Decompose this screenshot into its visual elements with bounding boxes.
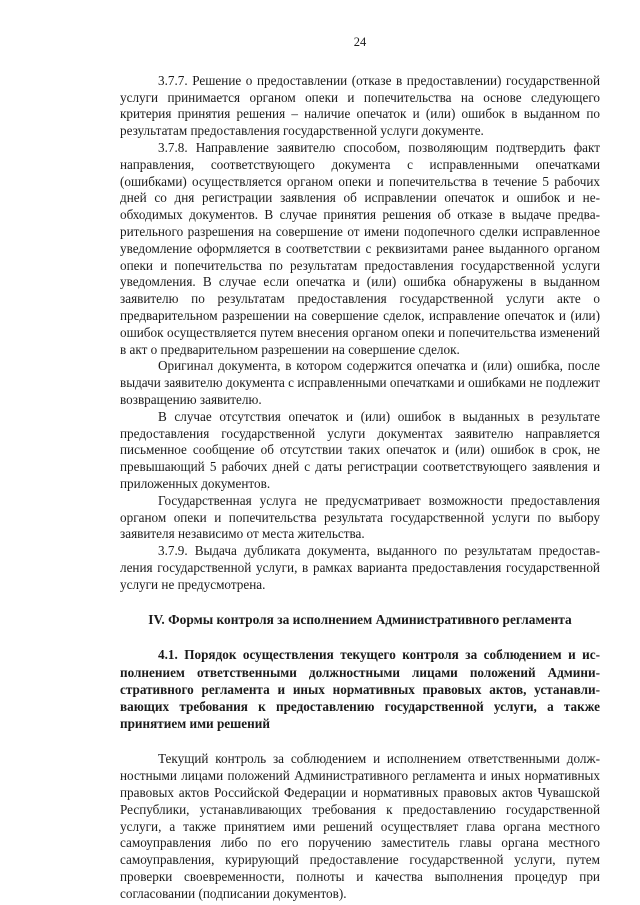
subsection-4-1-heading: 4.1. Порядок осуществления текущего контроля за соблюдением и исполнением ответственными должностными лицами положений Административного регламента и иных нормативных правовых актов, устанавливающих требования к предоставлению государственной услуги, а также принятием ими решений [120,647,600,732]
paragraph-3-7-7: 3.7.7. Решение о предоставлении (отказе в предоставлении) государственной услуги принимается органом опеки и попечительства на основе следующего критерия принятия решения – наличие опечаток и (или) ошибок в выданном по результатам предоставления государственной услуги документе. [120,72,600,139]
paragraph-3-7-9: 3.7.9. Выдача дубликата документа, выданного по результатам предоставления государственной услуги, в рамках варианта предоставления государственной услуги не предусмотрена. [120,543,600,592]
paragraph-current-control: Текущий контроль за соблюдением и исполнением ответственными должностными лицами положений Административного регламента и иных нормативных правовых актов Российской Федерации и нормативных правовых актов Чувашской Республики, устанавливающих требования к предоставлению государственной услуги, а также принятием ими решений осуществляет глава органа местного самоуправления либо по его поручению заместитель главы органа местного самоуправления, курирующий предоставление государственной услуги, путем проверки своевременности, полноты и качества выполнения процедур при согласовании (подписании документов). [120,751,600,901]
page-number: 24 [353,35,367,49]
paragraph-3-7-8: 3.7.8. Направление заявителю способом, позволяющим подтвердить факт направления, соответствующего документа с исправленными опечатками (ошибками) осуществляется органом опеки и попечительства в течение 5 рабочих дней со дня регистрации заявления об исправлении опечаток и ошибок и необходимых документов. В случае принятия решения об отказе в выдаче предварительного разрешения на совершение от имени подопечного сделки исправленное уведомление оформляется в соответствии с реквизитами ранее выданного органом опеки и попечительства по результатам предоставления государственной услуги уведомления. В случае если опечатка и (или) ошибка обнаружены в выданном заявителю по результатам предоставления государственной услуги акте о предварительном разрешении на совершение сделок, исправление опечаток и (или) ошибок осуществляется путем внесения органом опеки и попечительства изменений в акт о предварительном разрешении на совершение сделок. [120,139,600,357]
section-iv-heading: IV. Формы контроля за исполнением Административного регламента [148,611,572,627]
paragraph-original-document: Оригинал документа, в котором содержится опечатка и (или) ошибка, после выдачи заявителю документа с исправленными опечатками и ошибками не подлежит возвращению заявителю. [120,358,600,407]
paragraph-no-errors: В случае отсутствия опечаток и (или) ошибок в выданных в результате предоставления государственной услуги документах заявителю направляется письменное сообщение об отсутствии таких опечаток и (или) ошибок в срок, не превышающий 5 рабочих дней с даты регистрации соответствующего заявления и приложенных документов. [120,408,600,491]
paragraph-service-choice: Государственная услуга не предусматривает возможности предоставления органом опеки и попечительства результата государственной услуги по выбору заявителя независимо от места жительства. [120,492,600,542]
